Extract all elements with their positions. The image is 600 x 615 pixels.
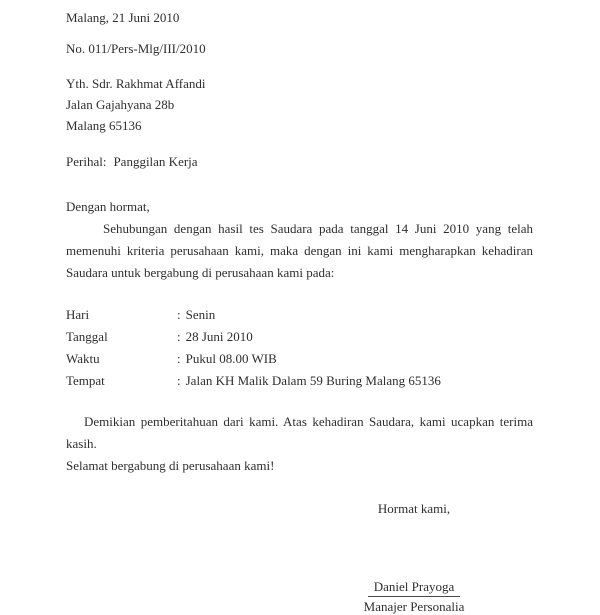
signature-space — [339, 519, 489, 576]
recipient-city: Malang 65136 — [66, 118, 142, 133]
signatory-name: Daniel Prayoga — [368, 578, 461, 597]
signatory-title: Manajer Personalia — [363, 599, 465, 614]
recipient-block — [66, 73, 533, 136]
detail-row-time — [66, 348, 533, 370]
opening-paragraph-line: Saudara untuk bergabung di perusahaan kami pada: — [66, 265, 335, 280]
detail-value: 28 Juni 2010 — [185, 329, 253, 344]
detail-separator: : — [177, 351, 181, 366]
subject-value: Panggilan Kerja — [113, 154, 198, 169]
recipient-street: Jalan Gajahyana 28b — [66, 97, 175, 112]
detail-row-place — [66, 370, 533, 392]
opening-paragraph — [66, 218, 533, 284]
reference-number: No. 011/Pers-Mlg/III/2010 — [66, 41, 206, 56]
detail-label: Tanggal — [66, 329, 108, 344]
detail-value: Senin — [185, 307, 216, 322]
closing-paragraph-line: Selamat bergabung di perusahaan kami! — [66, 458, 275, 473]
closing-paragraph — [66, 411, 533, 477]
schedule-details — [66, 304, 533, 392]
signature-block — [339, 498, 489, 615]
detail-separator: : — [177, 329, 181, 344]
detail-label: Waktu — [66, 351, 100, 366]
detail-separator: : — [177, 307, 181, 322]
signature-opening: Hormat kami, — [377, 501, 451, 516]
detail-label: Hari — [66, 307, 90, 322]
detail-value: Jalan KH Malik Dalam 59 Buring Malang 65136 — [185, 373, 441, 388]
signatory-name-row — [339, 576, 489, 597]
salutation: Dengan hormat, — [66, 199, 150, 214]
subject-label: Perihal: — [66, 154, 107, 169]
subject-line — [66, 151, 533, 172]
opening-paragraph-line: Sehubungan dengan hasil tes Saudara pada tanggal 14 Juni 2010 yang telah — [103, 221, 533, 236]
date-line: Malang, 21 Juni 2010 — [66, 10, 180, 25]
detail-value: Pukul 08.00 WIB — [185, 351, 277, 366]
detail-separator: : — [177, 373, 181, 388]
closing-paragraph-line: Demikian pemberitahuan dari kami. Atas kehadiran Saudara, kami ucapkan terima kasih. — [66, 414, 533, 451]
recipient-name: Yth. Sdr. Rakhmat Affandi — [66, 76, 206, 91]
detail-row-day — [66, 304, 533, 326]
detail-label: Tempat — [66, 373, 105, 388]
detail-row-date — [66, 326, 533, 348]
opening-paragraph-line: memenuhi kriteria perusahaan kami, maka dengan ini kami mengharapkan kehadiran — [66, 243, 533, 258]
